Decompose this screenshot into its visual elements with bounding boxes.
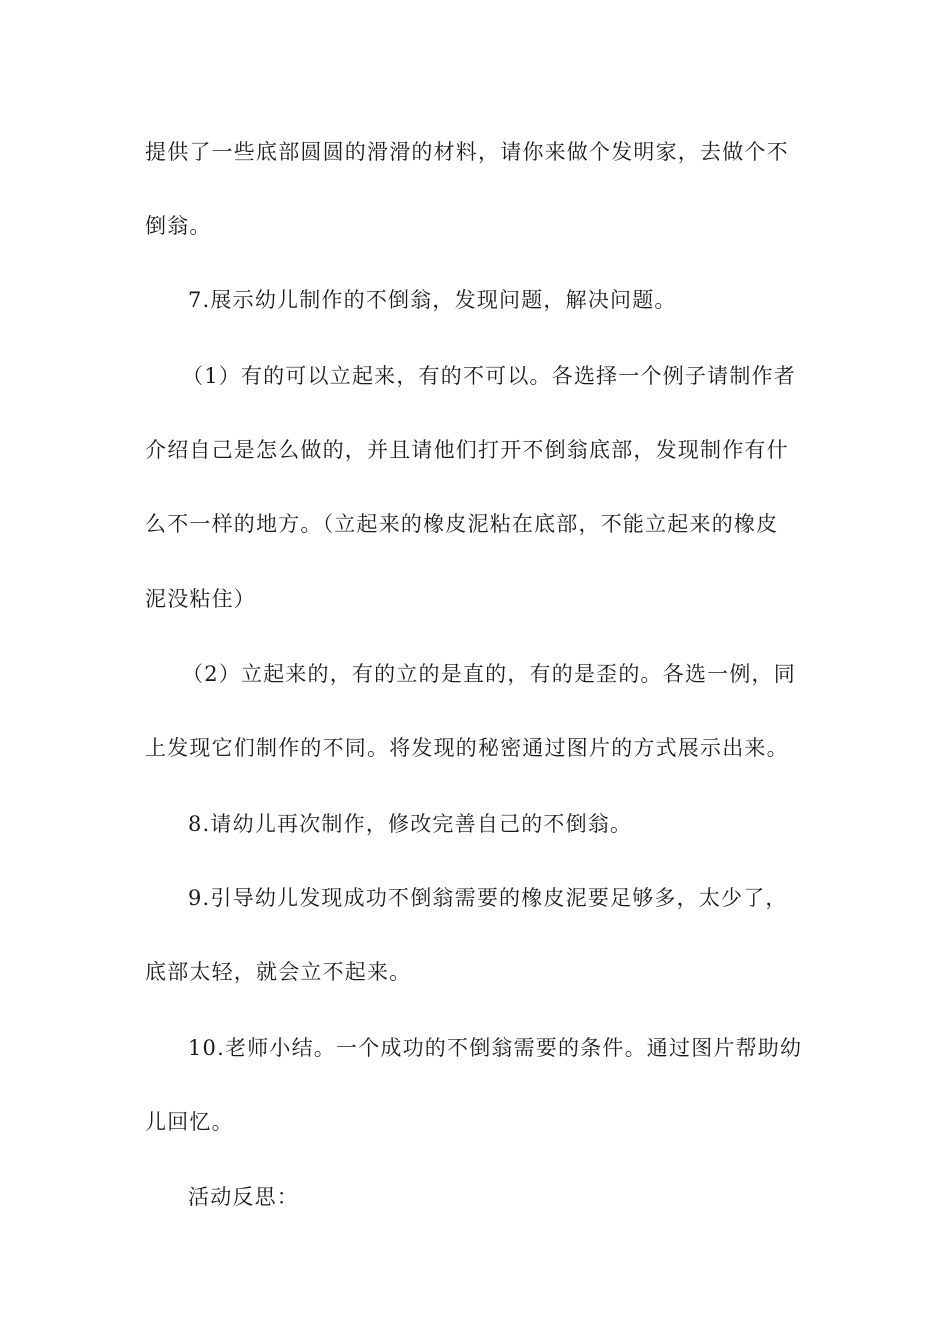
step-7-line: 7.展示幼儿制作的不倒翁，发现问题，解决问题。 [188, 288, 677, 312]
step-9-line: 9.引导幼儿发现成功不倒翁需要的橡皮泥要足够多，太少了， [188, 886, 788, 910]
sub-item-2-line: （2）立起来的，有的立的是直的，有的是歪的。各选一例，同 [182, 662, 796, 686]
paragraph-line: 泥没粘住） [145, 587, 256, 611]
paragraph-line: 提供了一些底部圆圆的滑滑的材料，请你来做个发明家，去做个不 [145, 140, 789, 164]
paragraph-line: 儿回忆。 [145, 1110, 234, 1134]
paragraph-line: 倒翁。 [145, 214, 212, 238]
paragraph-line: 底部太轻，就会立不起来。 [145, 960, 412, 984]
paragraph-line: 介绍自己是怎么做的，并且请他们打开不倒翁底部，发现制作有什 [145, 438, 789, 462]
step-8-line: 8.请幼儿再次制作，修改完善自己的不倒翁。 [188, 812, 633, 836]
sub-item-1-line: （1）有的可以立起来，有的不可以。各选择一个例子请制作者 [182, 364, 796, 388]
section-heading: 活动反思： [188, 1185, 299, 1209]
paragraph-line: 么不一样的地方。（立起来的橡皮泥粘在底部，不能立起来的橡皮 [145, 512, 779, 536]
paragraph-line: 上发现它们制作的不同。将发现的秘密通过图片的方式展示出来。 [145, 736, 789, 760]
step-10-line: 10.老师小结。一个成功的不倒翁需要的条件。通过图片帮助幼 [188, 1036, 803, 1060]
